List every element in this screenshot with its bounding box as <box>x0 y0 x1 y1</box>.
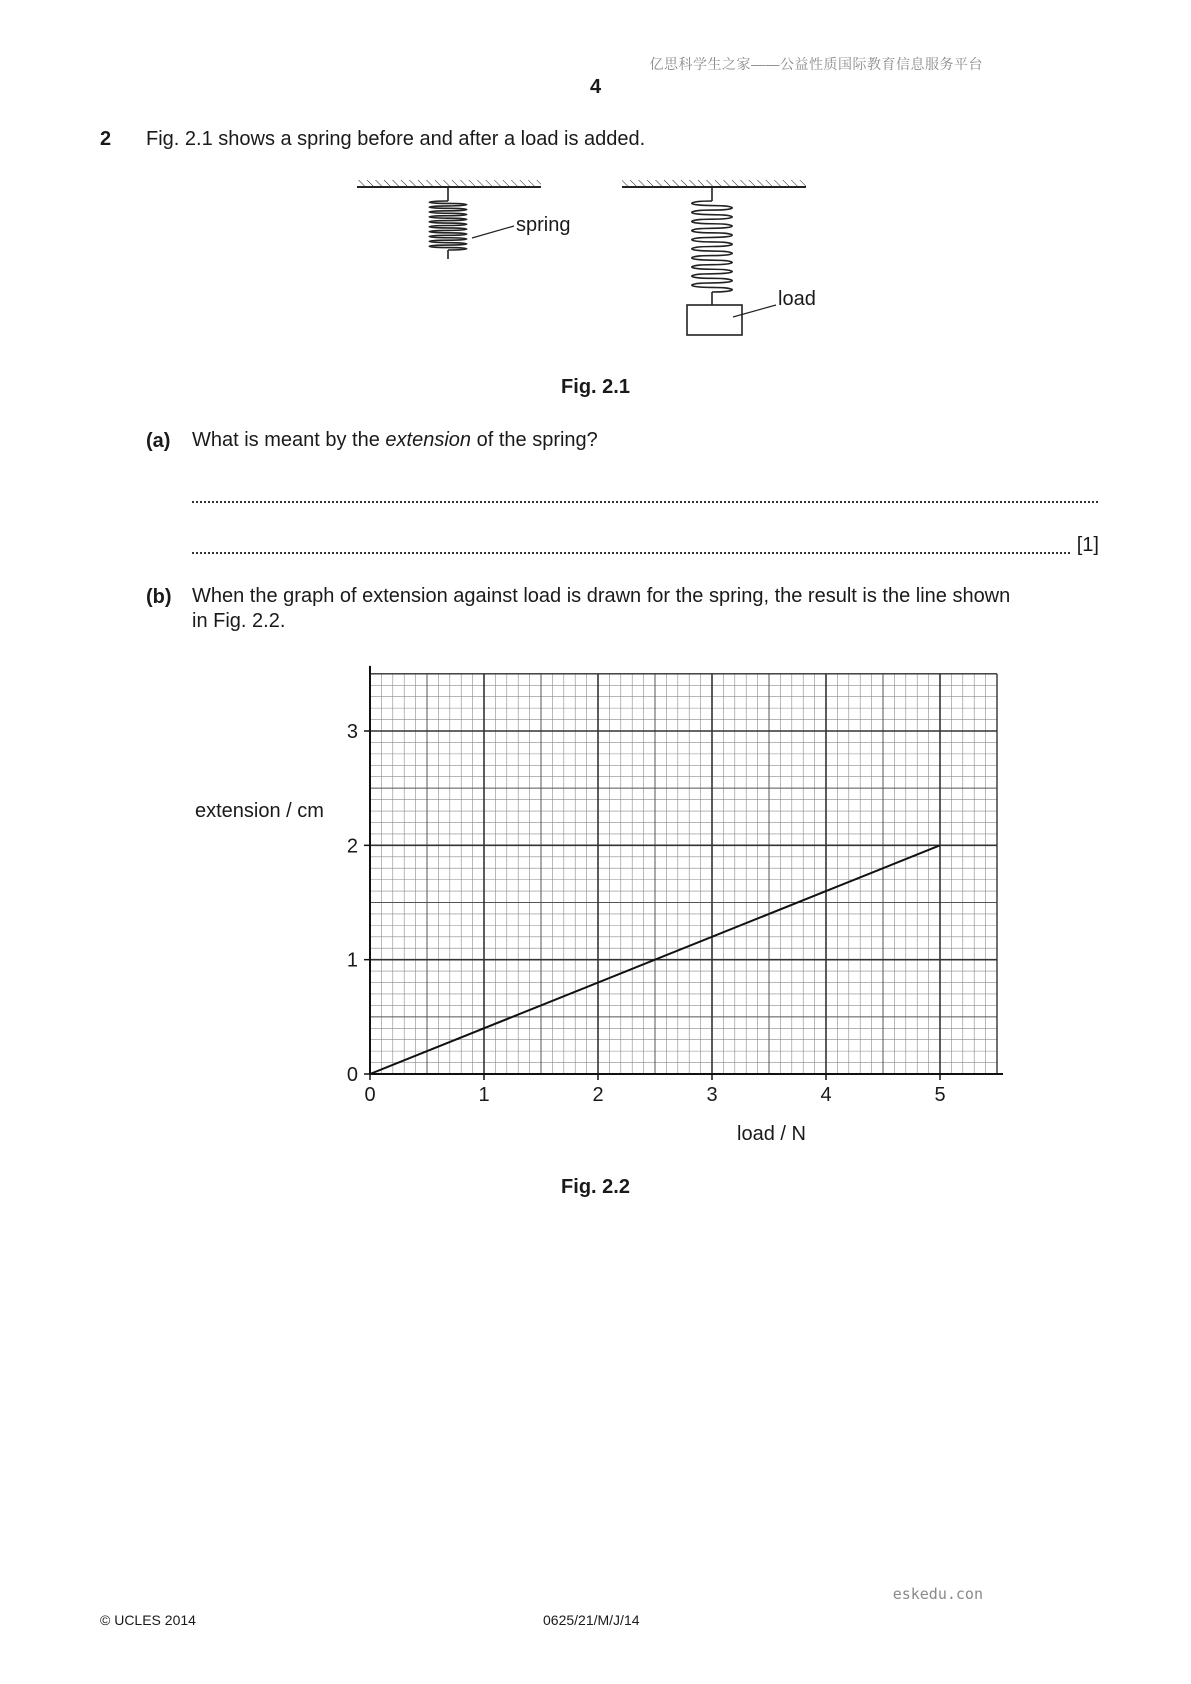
grid-mid <box>370 674 997 1074</box>
question-text: Fig. 2.1 shows a spring before and after a load is added. <box>146 128 646 150</box>
x-tick-label: 2 <box>592 1084 604 1106</box>
ceiling-left <box>357 180 541 187</box>
spring-diagram <box>0 0 1191 360</box>
y-tick-label: 1 <box>346 949 358 972</box>
spring-unloaded <box>429 187 467 259</box>
y-tick-label: 0 <box>346 1064 358 1086</box>
y-tick-labels <box>347 721 370 1086</box>
footer-paper-code: 0625/21/M/J/14 <box>543 1612 640 1628</box>
answer-line-2[interactable] <box>192 534 1070 554</box>
page-number: 4 <box>589 76 602 98</box>
x-tick-labels <box>364 1074 945 1106</box>
ceiling-right <box>622 180 806 187</box>
fig-2-2-caption: Fig. 2.2 <box>561 1176 630 1198</box>
axes <box>370 666 1003 1074</box>
grid-minor <box>370 674 997 1074</box>
part-b-text-line1: When the graph of extension against load is drawn for the spring, the result is the line shown <box>192 585 1011 607</box>
part-a-text-before: What is meant by the <box>192 429 386 451</box>
header-watermark: 亿思科学生之家——公益性质国际教育信息服务平台 <box>649 56 983 72</box>
x-tick-label: 3 <box>706 1084 718 1106</box>
footer-site-watermark: eskedu.con <box>892 1585 983 1603</box>
part-a-mark: [1] <box>1076 534 1099 556</box>
spring-loaded <box>692 187 733 305</box>
load-mass <box>687 305 742 335</box>
part-b-label: (b) <box>146 586 172 608</box>
part-b-text <box>192 584 1010 634</box>
y-tick-label: 3 <box>346 721 358 743</box>
part-a-text-after: of the spring? <box>471 429 598 451</box>
x-axis-label: load / N <box>737 1123 806 1145</box>
x-tick-label: 1 <box>478 1084 490 1106</box>
footer-copyright: © UCLES 2014 <box>100 1612 196 1628</box>
extension-load-graph <box>0 650 1191 1150</box>
fig-2-1-caption: Fig. 2.1 <box>561 376 630 398</box>
x-tick-label: 0 <box>364 1084 376 1106</box>
y-tick-label: 2 <box>346 835 358 858</box>
x-tick-label: 4 <box>820 1084 832 1106</box>
grid-major <box>370 674 997 1074</box>
spring-label: spring <box>516 214 571 236</box>
spring-leader-line <box>472 226 514 238</box>
part-a-label: (a) <box>146 430 171 452</box>
y-axis-label: extension / cm <box>195 800 324 822</box>
x-tick-label: 5 <box>934 1084 946 1106</box>
part-a-text <box>192 428 598 453</box>
part-b-text-line2: in Fig. 2.2. <box>192 610 286 632</box>
question-number: 2 <box>100 128 112 150</box>
load-label: load <box>778 288 816 310</box>
answer-line-1[interactable] <box>192 483 1098 503</box>
part-a-text-italic: extension <box>385 429 472 451</box>
